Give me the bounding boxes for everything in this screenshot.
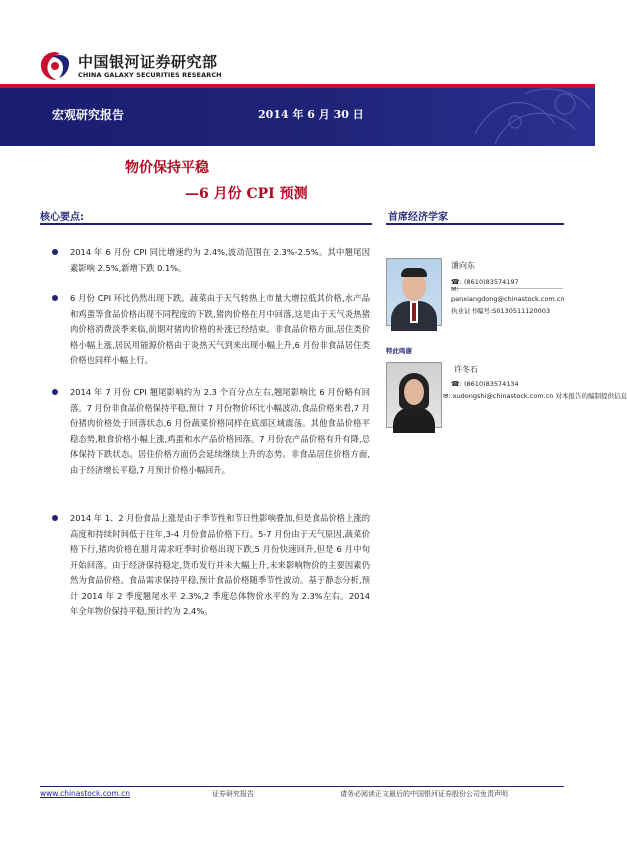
footer-disclaimer: 请务必阅读正文最后的中国银河证券股份公司免责声明: [340, 790, 508, 798]
galaxy-logo-icon: [38, 50, 72, 82]
bullet-dot-icon: [52, 515, 58, 521]
company-logo: [38, 50, 238, 82]
phone-number: (8610)83574134: [464, 380, 519, 388]
footer-report-label: 证券研究报告: [212, 790, 254, 798]
list-item: [52, 245, 370, 281]
key-points-list: [52, 245, 370, 649]
author-note: 对本报告的编制提供信息: [555, 392, 627, 400]
author-phone: ☎: (8610)83574197: [451, 278, 519, 286]
report-date: 2014 年 6 月 30 日: [258, 108, 364, 121]
bullet-dot-icon: [52, 249, 58, 255]
bullet-text: 6 月份 CPI 环比仍然出现下跌。蔬菜由于天气转热上市量大增拉低其价格,水产品和鸡蛋等食品价格出现不同程度的下跌,猪肉价格在月中回落,这是由于天气炎热猪肉价格消费淡季来临,前期对猪肉价格的补涨已经结束。非食品价格方面,居住类价格小幅上涨,居民用能源价格由于炎热天气到来出现小幅上升,6 月份非食品居住类价格也同样小幅上行。: [70, 293, 370, 365]
key-points-divider: [40, 223, 372, 225]
author-photo: [386, 258, 442, 326]
author-email-row: ✉:: [451, 285, 459, 293]
list-item: [52, 511, 370, 639]
company-name-cn: 中国银河证券研究部: [78, 53, 218, 71]
header-banner: [0, 84, 595, 146]
author-email[interactable]: panxiangdong@chinastock.com.cn: [451, 295, 565, 303]
phone-icon: ☎: [451, 380, 460, 388]
list-item: [52, 385, 370, 501]
chief-economist-heading: 首席经济学家: [388, 212, 448, 223]
author-name: 许冬石: [454, 365, 478, 374]
author-email-row: ✉: xudongshi@chinastock.com.cn 对本报告的编制提供信息: [443, 392, 627, 400]
report-title: 物价保持平稳: [125, 160, 209, 176]
author-photo: [386, 362, 442, 428]
divider: [451, 288, 563, 289]
author-phone: ☎: (8610)83574134: [451, 380, 519, 388]
footer-divider: [40, 786, 564, 787]
phone-number: (8610)83574197: [464, 278, 519, 286]
company-name-en: CHINA GALAXY SECURITIES RESEARCH: [78, 71, 222, 79]
email-icon: ✉: [443, 392, 449, 400]
key-points-heading: 核心要点:: [40, 212, 84, 223]
thanks-label: 特此鸣谢: [386, 347, 412, 355]
bullet-dot-icon: [52, 389, 58, 395]
author-name: 潘向东: [451, 261, 475, 270]
phone-icon: ☎: [451, 278, 460, 286]
email-icon: ✉: [451, 285, 457, 293]
author-license: 执业证书编号:S0130511120003: [451, 307, 551, 315]
economist-divider: [386, 223, 564, 225]
bullet-text: 2014 年 7 月份 CPI 翘尾影响约为 2.3 个百分点左右,翘尾影响比 6 月份略有回落。7 月份非食品价格保持平稳,预计 7 月份物价环比小幅波动,食品价格来看,7 月份猪肉价格处于回落状态,6 月份蔬菜价格同样在底部区域震荡。其他食品价格平稳态势,粮食价格小幅上涨,鸡蛋和水产品价格回落。7 月份农产品价格有升有降,总体保持下跌状态。居住价格方面仍会延续继续上升的态势。非食品居住价格方面,由于经济增长平稳,7 月预计价格小幅回升。: [70, 387, 370, 475]
banner-accent-bar: [0, 84, 595, 88]
report-subtitle: —6 月份 CPI 预测: [185, 186, 308, 202]
bullet-text: 2014 年 6 月份 CPI 同比增速约为 2.4%,波动范围在 2.3%-2.5%。其中翘尾因素影响 2.5%,新增下跌 0.1%。: [70, 247, 370, 273]
banner-ornament-icon: [455, 84, 595, 146]
author-email[interactable]: xudongshi@chinastock.com.cn: [452, 392, 554, 400]
report-type: 宏观研究报告: [52, 108, 125, 122]
list-item: [52, 291, 370, 375]
bullet-dot-icon: [52, 295, 58, 301]
bullet-text: 2014 年 1、2 月份食品上涨是由于季节性和节日性影响叠加,但是食品价格上涨的高度和持续时间低于往年,3-4 月份食品价格下行。5-7 月份由于天气原因,蔬菜价格下行,猪肉价格在腊月需求旺季时价格出现下跌,5 月份快速回升,但是 6 月中旬开始回落。由于经济保持稳定,货币发行并未大幅上升,未来影响物价的主要因素仍然为食品价格。食品需求保持平稳,预计食品价格随季节性波动。基于静态分析,预计 2014 年 2 季度翘尾水平 2.3%,2 季度总体物价水平约为 2.3%左右。2014 年全年物价保持平稳,预计约为 2.4%。: [70, 513, 370, 616]
footer-website-link[interactable]: www.chinastock.com.cn: [40, 789, 130, 798]
